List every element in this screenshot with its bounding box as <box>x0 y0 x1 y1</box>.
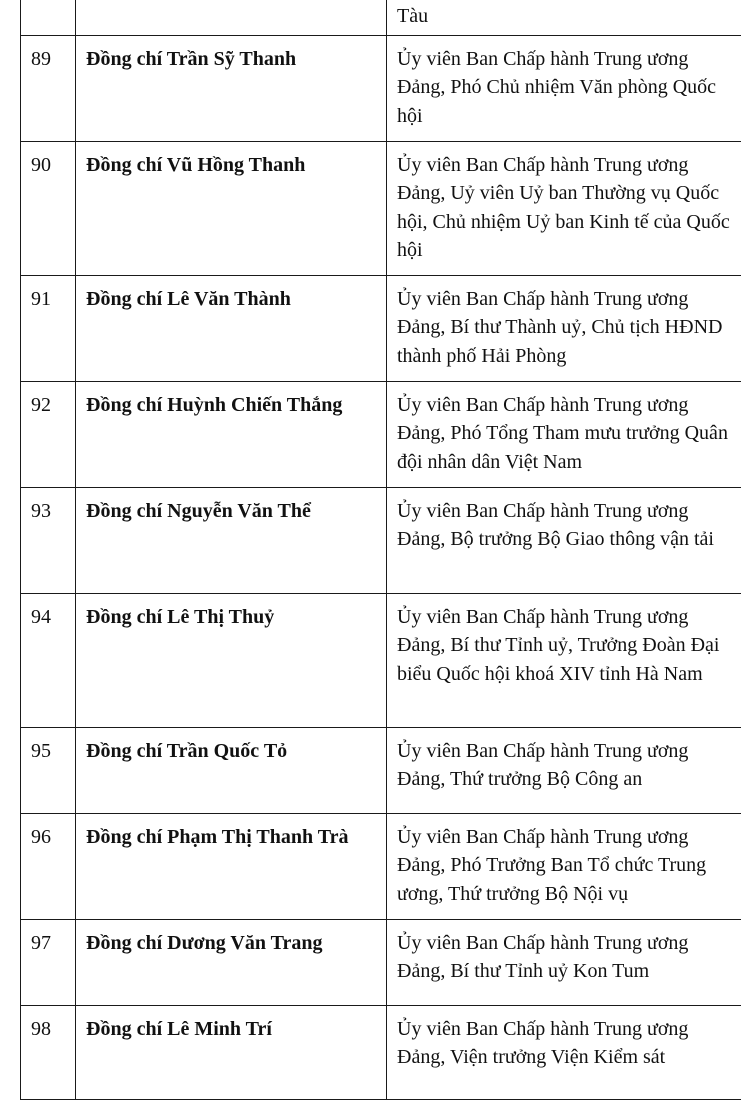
row-number: 92 <box>21 381 76 487</box>
member-position: Ủy viên Ban Chấp hành Trung ương Đảng, Thứ trưởng Bộ Công an <box>387 727 741 813</box>
member-name: Đồng chí Lê Minh Trí <box>76 1005 387 1099</box>
member-position: Ủy viên Ban Chấp hành Trung ương Đảng, Viện trưởng Viện Kiểm sát <box>387 1005 741 1099</box>
member-position: Tàu <box>387 0 741 35</box>
member-name: Đồng chí Vũ Hồng Thanh <box>76 141 387 275</box>
member-name: Đồng chí Trần Quốc Tỏ <box>76 727 387 813</box>
members-table <box>20 0 741 1100</box>
member-name: Đồng chí Phạm Thị Thanh Trà <box>76 813 387 919</box>
row-number: 90 <box>21 141 76 275</box>
member-name: Đồng chí Trần Sỹ Thanh <box>76 35 387 141</box>
table-row <box>21 487 741 593</box>
row-number: 93 <box>21 487 76 593</box>
row-number: 97 <box>21 919 76 1005</box>
table-row <box>21 593 741 727</box>
table-row <box>21 1005 741 1099</box>
row-number: 98 <box>21 1005 76 1099</box>
table-row <box>21 141 741 275</box>
member-name: Đồng chí Nguyễn Văn Thể <box>76 487 387 593</box>
member-name: Đồng chí Huỳnh Chiến Thắng <box>76 381 387 487</box>
member-position: Ủy viên Ban Chấp hành Trung ương Đảng, Uỷ viên Uỷ ban Thường vụ Quốc hội, Chủ nhiệm Uỷ ban Kinh tế của Quốc hội <box>387 141 741 275</box>
table-row <box>21 35 741 141</box>
member-name: Đồng chí Lê Văn Thành <box>76 275 387 381</box>
member-position: Ủy viên Ban Chấp hành Trung ương Đảng, Phó Trưởng Ban Tổ chức Trung ương, Thứ trưởng Bộ Nội vụ <box>387 813 741 919</box>
row-number: 91 <box>21 275 76 381</box>
member-name <box>76 0 387 35</box>
row-number: 89 <box>21 35 76 141</box>
table-row <box>21 727 741 813</box>
table-row <box>21 381 741 487</box>
table-row <box>21 919 741 1005</box>
row-number: 94 <box>21 593 76 727</box>
member-position: Ủy viên Ban Chấp hành Trung ương Đảng, Bộ trưởng Bộ Giao thông vận tải <box>387 487 741 593</box>
row-number: 95 <box>21 727 76 813</box>
row-number: 96 <box>21 813 76 919</box>
member-position: Ủy viên Ban Chấp hành Trung ương Đảng, Bí thư Tỉnh uỷ Kon Tum <box>387 919 741 1005</box>
table-row <box>21 275 741 381</box>
row-number <box>21 0 76 35</box>
table-row <box>21 813 741 919</box>
member-name: Đồng chí Lê Thị Thuỷ <box>76 593 387 727</box>
member-name: Đồng chí Dương Văn Trang <box>76 919 387 1005</box>
member-position: Ủy viên Ban Chấp hành Trung ương Đảng, Bí thư Tỉnh uỷ, Trưởng Đoàn Đại biểu Quốc hội khoá XIV tỉnh Hà Nam <box>387 593 741 727</box>
member-position: Ủy viên Ban Chấp hành Trung ương Đảng, Bí thư Thành uỷ, Chủ tịch HĐND thành phố Hải Phòng <box>387 275 741 381</box>
table-row <box>21 0 741 35</box>
member-position: Ủy viên Ban Chấp hành Trung ương Đảng, Phó Chủ nhiệm Văn phòng Quốc hội <box>387 35 741 141</box>
member-position: Ủy viên Ban Chấp hành Trung ương Đảng, Phó Tổng Tham mưu trưởng Quân đội nhân dân Việt Nam <box>387 381 741 487</box>
